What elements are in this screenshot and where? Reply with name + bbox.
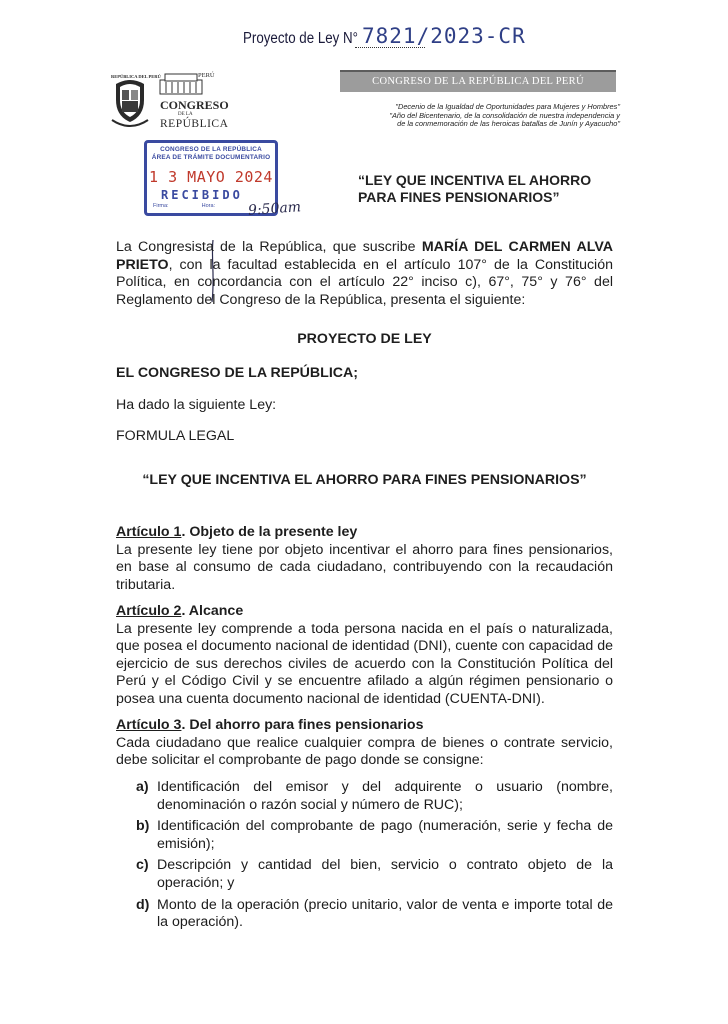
intro-text-b: , con la facultad establecida en el artículo 107° de la Constitución Política, en concordancia con el artículo 22° inciso c), 67°, 75° y 76° del Reglamento del Congreso de la República, presenta el siguiente: (116, 256, 613, 308)
article-3-heading (116, 717, 613, 735)
list-item (136, 857, 613, 892)
stamp-firma-label: Firma: (153, 203, 169, 209)
article-1-label: Artículo 1 (116, 524, 182, 540)
list-item (136, 818, 613, 853)
stamp-line-2: ÁREA DE TRÁMITE DOCUMENTARIO (151, 154, 271, 161)
intro-text-a: La Congresista de la República, que suscribe (116, 239, 422, 255)
law-title-top: “LEY QUE INCENTIVA EL AHORRO PARA FINES PENSIONARIOS” (358, 172, 592, 205)
congresswoman-name: MARÍA DEL CARMEN ALVA PRIETO (116, 239, 613, 273)
article-2-text: La presente ley comprende a toda persona nacida en el país o naturalizada, que posea el documento nacional de identidad (DNI), cuente con capacidad de ejercicio de sus derechos civiles de acuerdo con la Constitución Política del Perú y el Código Civil y se encuentre afilado a algún régimen pensionario o posea una cuenta documento nacional de identidad (CUENTA-DNI). (116, 620, 613, 707)
logo-de-la: DE LA (178, 112, 193, 117)
project-number-handwritten: 7821/2023-CR (362, 24, 526, 48)
article-3-title: . Del ahorro para fines pensionarios (181, 717, 424, 733)
emblem-caption: REPÚBLICA DEL PERÚ (111, 74, 161, 79)
logo-congreso: CONGRESO (160, 98, 229, 112)
motto-line-3: de la conmemoración de las heroicas batallas de Junín y Ayacucho" (397, 119, 620, 129)
motto-line-1: "Decenio de la Igualdad de Oportunidades para Mujeres y Hombres" (395, 102, 620, 111)
ha-dado-line: Ha dado la siguiente Ley: (116, 397, 277, 413)
list-item-label: b) (136, 818, 150, 835)
article-2-label: Artículo 2 (116, 603, 182, 619)
stamp-heading (147, 146, 275, 162)
article-1-title: . Objeto de la presente ley (181, 524, 358, 540)
list-item-text: Identificación del comprobante de pago (numeración, serie y fecha de emisión); (157, 818, 613, 852)
list-item (136, 897, 613, 932)
requirements-list (136, 779, 613, 936)
stamp-line-1: CONGRESO DE LA REPÚBLICA (160, 146, 262, 153)
law-title-main: “LEY QUE INCENTIVA EL AHORRO PARA FINES PENSIONARIOS” (142, 472, 587, 488)
article-1-heading (116, 524, 613, 542)
project-label: Proyecto de Ley N° (243, 30, 358, 47)
article-2 (116, 603, 613, 709)
stamp-handwritten-hour: 9:50am (247, 199, 302, 219)
logo-republica: REPÚBLICA (160, 118, 229, 130)
list-item-label: a) (136, 779, 149, 795)
article-3 (116, 717, 613, 770)
list-item (136, 779, 613, 814)
list-item-label: d) (136, 896, 150, 913)
article-3-text: Cada ciudadano que realice cualquier compra de bienes o contrate servicio, debe solicitar el comprobante de pago donde se consigne: (116, 734, 613, 769)
list-item-text: Identificación del emisor y del adquirente o usuario (nombre, denominación o razón social y número de RUC); (157, 779, 613, 813)
article-1 (116, 524, 613, 594)
list-item-text: Descripción y cantidad del bien, servicio o contrato objeto de la operación; y (157, 857, 613, 891)
logo-peru: PERÚ (198, 72, 215, 79)
article-2-heading (116, 603, 613, 621)
stamp-date: 1 3 MAYO 2024 (149, 168, 273, 186)
motto-line-2: "Año del Bicentenario, de la consolidación de nuestra independencia y (389, 110, 620, 120)
stamp-received: RECIBIDO (161, 188, 243, 202)
congress-banner: CONGRESO DE LA REPÚBLICA DEL PERÚ (340, 70, 616, 92)
article-3-label: Artículo 3 (116, 717, 182, 733)
intro-paragraph (116, 239, 613, 309)
article-1-text: La presente ley tiene por objeto incentivar el ahorro para fines pensionarios, en base al consumo de cada ciudadano, contribuyendo con la recaudación tributaria. (116, 541, 613, 593)
formula-legal: FORMULA LEGAL (116, 428, 235, 444)
list-item-text: Monto de la operación (precio unitario, valor de venta e importe total de la operación). (157, 896, 613, 931)
decade-mottos (340, 103, 620, 129)
congreso-heading: EL CONGRESO DE LA REPÚBLICA; (116, 365, 358, 381)
proyecto-heading: PROYECTO DE LEY (297, 331, 432, 347)
article-2-title: . Alcance (181, 603, 244, 619)
stamp-hora-label: Hora: (201, 203, 216, 209)
list-item-label: c) (136, 857, 149, 874)
